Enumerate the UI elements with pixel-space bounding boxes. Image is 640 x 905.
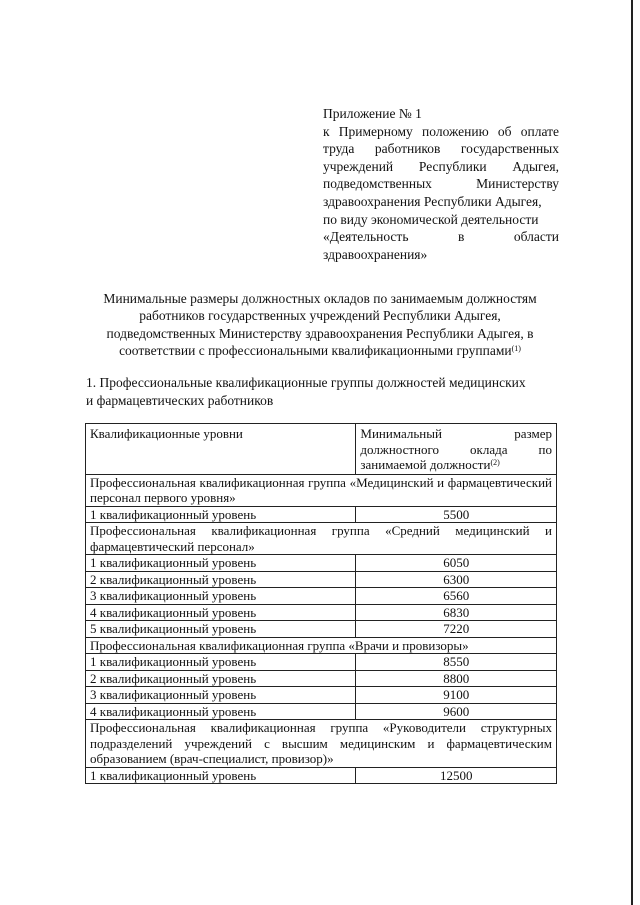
salary-value: 9600: [356, 703, 557, 720]
qualification-level: 2 квалификационный уровень: [86, 571, 356, 588]
qualification-level: 1 квалификационный уровень: [86, 506, 356, 523]
table-row: [86, 687, 557, 704]
group-row: [86, 637, 557, 654]
group-title: Профессиональная квалификационная группа «Средний медицинский и фармацевтический персонал»: [86, 523, 557, 555]
group-title: Профессиональная квалификационная группа «Врачи и провизоры»: [86, 637, 557, 654]
group-row: [86, 474, 557, 506]
appendix-line: «Деятельность в области: [323, 229, 559, 245]
salary-value: 8800: [356, 670, 557, 687]
table-row: [86, 703, 557, 720]
group-row: [86, 523, 557, 555]
table-row: [86, 767, 557, 784]
appendix-line: Приложение № 1: [323, 106, 422, 121]
page-edge-line: [631, 0, 633, 905]
header-col-levels: Квалификационные уровни: [86, 424, 356, 475]
footnote-mark: (2): [490, 458, 500, 467]
qualification-level: 4 квалификационный уровень: [86, 604, 356, 621]
table-header-row: [86, 424, 557, 475]
salary-value: 6830: [356, 604, 557, 621]
appendix-note: [323, 105, 559, 263]
title-line: Минимальные размеры должностных окладов по занимаемым должностям: [103, 291, 537, 306]
appendix-line: к Примерному положению об оплате: [323, 123, 559, 139]
header-col-salary: [356, 424, 557, 475]
salary-table: [85, 423, 557, 784]
title-line: подведомственных Министерству здравоохранения Республики Адыгея, в: [106, 325, 534, 341]
appendix-line: здравоохранения Республики Адыгея,: [323, 193, 542, 209]
salary-value: 6300: [356, 571, 557, 588]
qualification-level: 1 квалификационный уровень: [86, 654, 356, 671]
title-line: работников государственных учреждений Республики Адыгея,: [139, 308, 501, 324]
qualification-level: 1 квалификационный уровень: [86, 555, 356, 572]
section-heading: [86, 374, 566, 409]
appendix-line: по виду экономической деятельности: [323, 211, 539, 227]
table-row: [86, 571, 557, 588]
appendix-line: здравоохранения»: [323, 246, 428, 262]
qualification-level: 4 квалификационный уровень: [86, 703, 356, 720]
footnote-mark: (1): [511, 344, 521, 354]
salary-value: 8550: [356, 654, 557, 671]
appendix-line: подведомственных Министерству: [323, 176, 559, 192]
title-line-text: соответствии с профессиональными квалификационными группами: [119, 343, 512, 359]
salary-value: 12500: [356, 767, 557, 784]
group-title: Профессиональная квалификационная группа «Медицинский и фармацевтический персонал первого уровня»: [86, 474, 557, 506]
salary-value: 7220: [356, 621, 557, 638]
table-row: [86, 621, 557, 638]
qualification-level: 3 квалификационный уровень: [86, 588, 356, 605]
section-heading-line: и фармацевтических работников: [86, 392, 274, 408]
document-title: [80, 290, 560, 360]
header-col-salary-text: Минимальный размер должностного оклада по занимаемой должности: [360, 426, 552, 472]
table-row: [86, 506, 557, 523]
table-row: [86, 654, 557, 671]
table-row: [86, 604, 557, 621]
salary-value: 6560: [356, 588, 557, 605]
table-row: [86, 588, 557, 605]
group-title: Профессиональная квалификационная группа «Руководители структурных подразделений учреждений с высшим медицинским и фармацевтическим образованием (врач-специалист, провизор)»: [86, 720, 557, 768]
salary-value: 5500: [356, 506, 557, 523]
qualification-level: 5 квалификационный уровень: [86, 621, 356, 638]
salary-value: 9100: [356, 687, 557, 704]
table-row: [86, 670, 557, 687]
title-line: [80, 342, 560, 359]
salary-value: 6050: [356, 555, 557, 572]
qualification-level: 2 квалификационный уровень: [86, 670, 356, 687]
group-row: [86, 720, 557, 768]
table-row: [86, 555, 557, 572]
section-heading-line: 1. Профессиональные квалификационные группы должностей медицинских: [86, 375, 526, 390]
qualification-level: 1 квалификационный уровень: [86, 767, 356, 784]
qualification-level: 3 квалификационный уровень: [86, 687, 356, 704]
appendix-line: учреждений Республики Адыгея,: [323, 158, 559, 174]
appendix-line: труда работников государственных: [323, 141, 559, 157]
